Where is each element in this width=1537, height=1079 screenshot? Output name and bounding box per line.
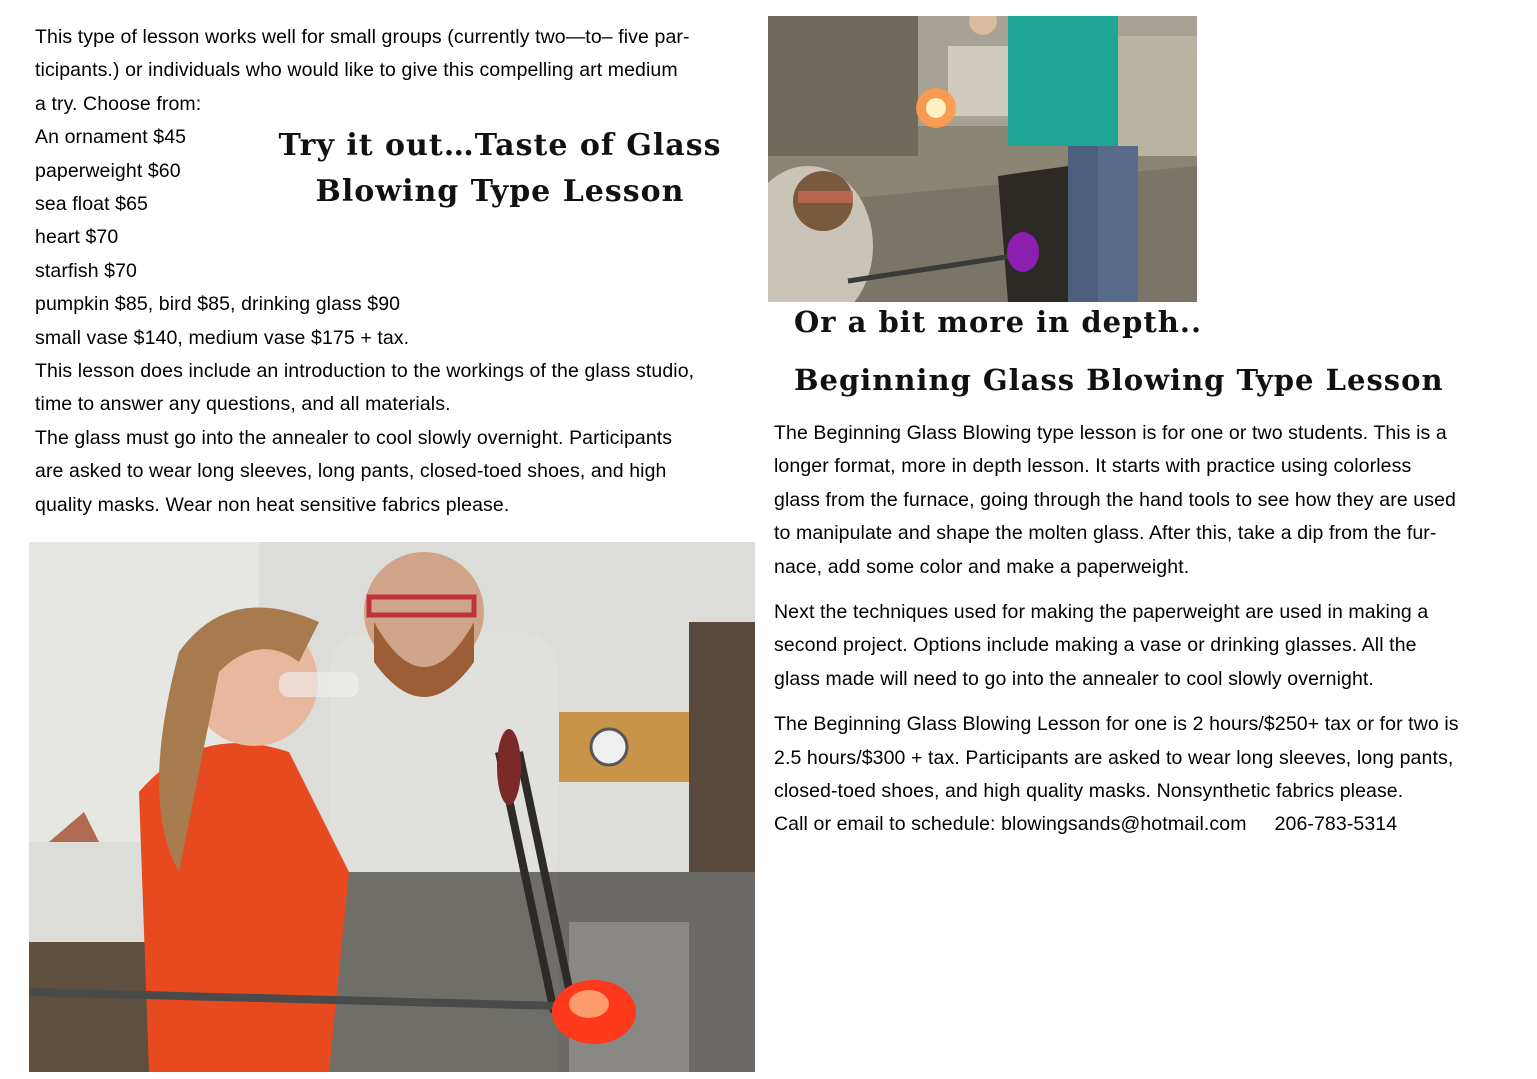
intro-line: ticipants.) or individuals who would like to give this compelling art medium [35, 59, 678, 82]
price-item-ornament: An ornament $45 [35, 126, 187, 149]
taste-of-glass-title [270, 123, 730, 215]
price-item-vases: small vase $140, medium vase $175 + tax. [35, 326, 410, 349]
paragraph-line: The Beginning Glass Blowing type lesson is for one or two students. This is a [774, 422, 1447, 444]
beginning-lesson-description [774, 417, 1526, 854]
contact-phone-link[interactable]: 206-783-5314 [1274, 813, 1398, 836]
beginning-lesson-title: Beginning Glass Blowing Type Lesson [794, 363, 1444, 397]
contact-email-link[interactable]: blowingsands@hotmail.com [1001, 813, 1247, 836]
photo-glass-blowing-student-illustration [29, 542, 755, 1072]
price-item-sea-float: sea float $65 [35, 193, 148, 216]
closing-line: This lesson does include an introduction to the workings of the glass studio, [35, 360, 695, 383]
paragraph-line: longer format, more in depth lesson. It starts with practice using colorless [774, 455, 1412, 478]
paragraph-line: glass made will need to go into the annealer to cool slowly overnight. [774, 667, 1374, 690]
paragraph-line: glass from the furnace, going through the hand tools to see how they are used [774, 488, 1456, 511]
paragraph-line: Next the techniques used for making the paperweight are used in making a [774, 601, 1429, 624]
price-item-pumpkin-bird-glass: pumpkin $85, bird $85, drinking glass $90 [35, 293, 401, 316]
beginning-paragraph-2 [774, 596, 1526, 696]
closing-line: The glass must go into the annealer to cool slowly overnight. Participants [35, 426, 673, 449]
paragraph-line: nace, add some color and make a paperweight. [774, 555, 1190, 578]
photo-studio-instruction [768, 16, 1197, 302]
taste-lesson-description [35, 21, 760, 522]
photo-studio-instruction-illustration [768, 16, 1197, 302]
closing-line: are asked to wear long sleeves, long pants, closed-toed shoes, and high [35, 460, 667, 483]
taste-title-line1: Try it out…Taste of Glass [278, 128, 722, 163]
intro-line: a try. Choose from: [35, 92, 202, 115]
paragraph-line: second project. Options include making a vase or drinking glasses. All the [774, 634, 1417, 657]
price-item-paperweight: paperweight $60 [35, 159, 181, 182]
paragraph-line: closed-toed shoes, and high quality masks. Nonsynthetic fabrics please. [774, 780, 1404, 803]
paragraph-line: The Beginning Glass Blowing Lesson for one is 2 hours/$250+ tax or for two is [774, 713, 1459, 736]
depth-subtitle: Or a bit more in depth.. [794, 305, 1203, 339]
closing-line: quality masks. Wear non heat sensitive fabrics please. [35, 493, 510, 516]
paragraph-line: 2.5 hours/$300 + tax. Participants are asked to wear long sleeves, long pants, [774, 746, 1454, 769]
beginning-paragraph-3 [774, 708, 1526, 842]
taste-title-line2: Blowing Type Lesson [315, 174, 685, 209]
contact-prefix: Call or email to schedule: [774, 813, 996, 836]
price-item-starfish: starfish $70 [35, 259, 138, 282]
price-item-heart: heart $70 [35, 226, 119, 249]
contact-line [774, 808, 1526, 841]
paragraph-line: to manipulate and shape the molten glass. After this, take a dip from the fur- [774, 522, 1437, 545]
beginning-paragraph-1 [774, 417, 1526, 584]
intro-line: This type of lesson works well for small groups (currently two—to– five par- [35, 26, 690, 48]
photo-glass-blowing-student [29, 542, 755, 1072]
closing-line: time to answer any questions, and all materials. [35, 393, 451, 416]
